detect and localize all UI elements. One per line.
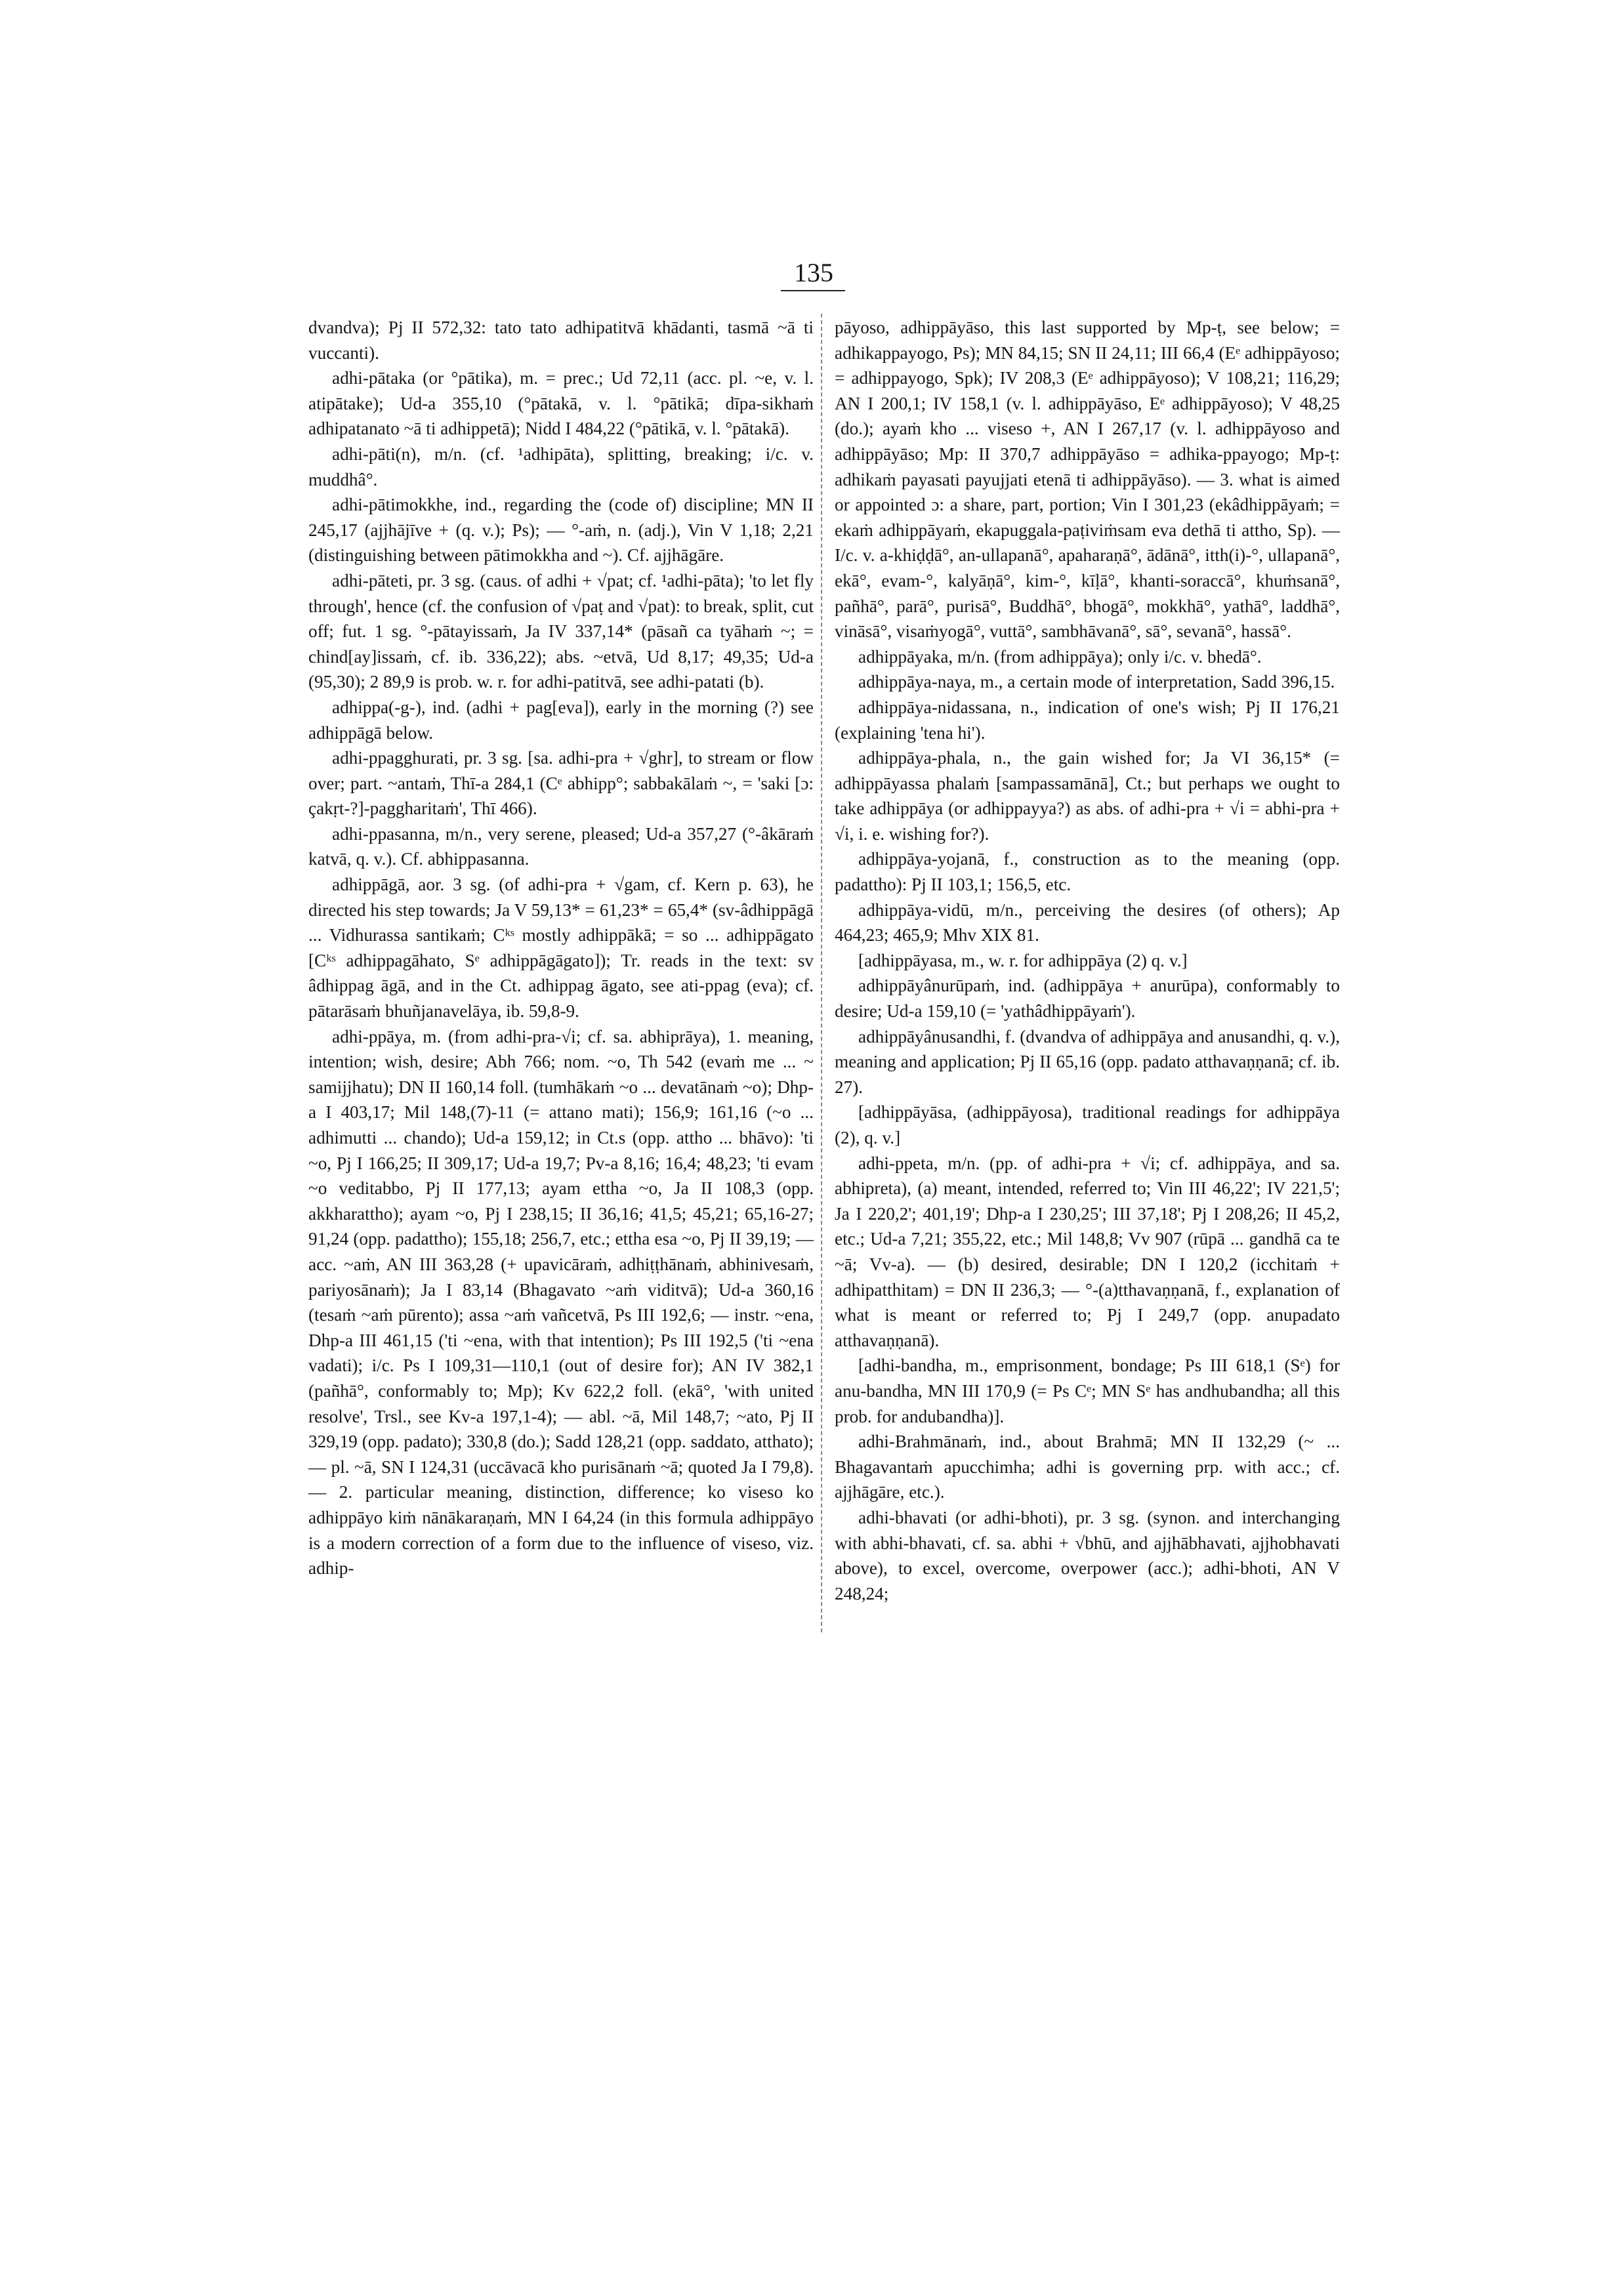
dictionary-entry: adhippāya-vidū, m/n., perceiving the desires (of others); Ap 464,23; 465,9; Mhv XIX 81. bbox=[835, 899, 1340, 945]
entry-continuation: dvandva); Pj II 572,32: tato tato adhipatitvā khādanti, tasmā ~ā ti vuccanti). bbox=[308, 318, 814, 363]
dictionary-entry: adhippāya-naya, m., a certain mode of interpretation, Sadd 396,15. bbox=[858, 672, 1335, 692]
dictionary-entry: adhippa(-g-), ind. (adhi + pag[eva]), early in the morning (?) see adhippāgā below. bbox=[308, 697, 814, 743]
dictionary-entry: adhippāyânurūpaṁ, ind. (adhippāya + anurūpa), conformably to desire; Ud-a 159,10 (= 'yathâdhippāyaṁ'). bbox=[835, 976, 1340, 1022]
dictionary-entry: adhippāyaka, m/n. (from adhippāya); only i/c. v. bhedā°. bbox=[858, 646, 1262, 667]
dictionary-entry: adhi-ppagghurati, pr. 3 sg. [sa. adhi-pra + √ghr], to stream or flow over; part. ~antaṁ, Thī-a 284,1 (Cᵉ abhipp°; sabbakālaṁ ~, = 'saki [ɔ: çakṛt-?]-paggharitaṁ', Thī 466). bbox=[308, 748, 814, 819]
dictionary-entry: adhi-Brahmānaṁ, ind., about Brahmā; MN II 132,29 (~ ... Bhagavantaṁ apucchimha; adhi is governing prp. with acc.; cf. ajjhāgāre, etc.). bbox=[835, 1432, 1340, 1502]
column-divider bbox=[821, 314, 822, 1632]
dictionary-entry: [adhippāyasa, m., w. r. for adhippāya (2) q. v.] bbox=[858, 950, 1188, 970]
right-column bbox=[835, 315, 1340, 1606]
entry-continuation: pāyoso, adhippāyāso, this last supported by Mp-ṭ, see below; = adhikappayogo, Ps); MN 84,15; SN II 24,11; III 66,4 (Eᵉ adhippāyoso; = adhippayogo, Spk); IV 208,3 (Eᵉ adhippāyoso); V 108,21; 116,29; AN I 200,1; IV 158,1 (v. l. adhippāyāso, Eᵉ adhippāyoso); V 48,25 (do.); ayaṁ kho ... viseso +, AN I 267,17 (v. l. adhippāyoso and adhippāyāso; Mp: II 370,7 adhippāyāso = adhika-ppayogo; Mp-ṭ: adhikaṁ payasati payujjati etenā ti adhippāyāso). — 3. what is aimed or appointed ɔ: a share, part, portion; Vin I 301,23 (ekâdhippāyaṁ; = ekaṁ adhippāyaṁ, ekapuggala-paṭiviṁsam eva dethā ti attho, Sp). — I/c. v. a-khiḍḍā°, an-ullapanā°, apaharaṇā°, ādānā°, itth(i)-°, ullapanā°, ekā°, evam-°, kalyāṇā°, kim-°, kīḷā°, khanti-soraccā°, khuṁsanā°, pañhā°, parā°, purisā°, Buddhā°, bhogā°, mokkhā°, yathā°, laddhā°, vināsā°, visaṁyogā°, vuttā°, sambhāvanā°, sā°, sevanā°, hassā°. bbox=[835, 318, 1340, 642]
dictionary-entry: [adhi-bandha, m., emprisonment, bondage; Ps III 618,1 (Sᵉ) for anu-bandha, MN III 170,9 (= Ps Cᵉ; MN Sᵉ has andhubandha; all this prob. for andubandha)]. bbox=[835, 1355, 1340, 1426]
left-column bbox=[308, 315, 814, 1581]
dictionary-entry: adhi-pātaka (or °pātika), m. = prec.; Ud 72,11 (acc. pl. ~e, v. l. atipātake); Ud-a 355,10 (°pātakā, v. l. °pātikā; dīpa-sikhaṁ adhipatanato ~ā ti adhippetā); Nidd I 484,22 (°pātikā, v. l. °pātakā). bbox=[308, 368, 814, 439]
dictionary-entry: adhippāgā, aor. 3 sg. (of adhi-pra + √gam, cf. Kern p. 63), he directed his step towards; Ja V 59,13* = 61,23* = 65,4* (sv-âdhippāgā ... Vidhurassa santikaṁ; Cᵏˢ mostly adhippākā; = so ... adhippāgato [Cᵏˢ adhippagāhato, Sᵉ adhippāgāgato]); Tr. reads in the text: sv âdhippag āgā, and in the Ct. adhippag āgato, see ati-ppag (eva); cf. pātarāsaṁ bhuñjanavelāya, ib. 59,8-9. bbox=[308, 875, 814, 1022]
dictionary-entry: adhi-ppeta, m/n. (pp. of adhi-pra + √i; cf. adhippāya, and sa. abhipreta), (a) meant, intended, referred to; Vin III 46,22'; IV 221,5'; Ja I 220,2'; 401,19'; Dhp-a I 230,25'; III 37,18'; Pj I 208,26; II 45,2, etc.; Ud-a 7,21; 355,22, etc.; Mil 148,8; Vv 907 (rūpā ... gandhā ca te ~ā; Vv-a). — (b) desired, desirable; DN I 120,2 (icchitaṁ + adhipatthitam) = DN II 236,3; — °-(a)tthavaṇṇanā, f., explanation of what is meant or referred to; Pj I 249,7 (opp. anupadato atthavaṇṇanā). bbox=[835, 1153, 1340, 1350]
page-number: 135 bbox=[794, 258, 833, 287]
dictionary-entry: adhippāya-nidassana, n., indication of one's wish; Pj II 176,21 (explaining 'tena hi'). bbox=[835, 697, 1340, 743]
dictionary-entry: adhippāya-phala, n., the gain wished for; Ja VI 36,15* (= adhippāyassa phalaṁ [sampassamānā], Ct.; but perhaps we ought to take adhippāya (or adhippayya?) as abs. of adhi-pra + √i = abhi-pra + √i, i. e. wishing for?). bbox=[835, 748, 1340, 844]
dictionary-entry: adhippāyânusandhi, f. (dvandva of adhippāya and anusandhi, q. v.), meaning and application; Pj II 65,16 (opp. padato atthavaṇṇanā; cf. ib. 27). bbox=[835, 1026, 1340, 1097]
dictionary-entry: adhi-pātimokkhe, ind., regarding the (code of) discipline; MN II 245,17 (ajjhājīve + (q. v.); Ps); — °-aṁ, n. (adj.), Vin V 1,18; 2,21 (distinguishing between pātimokkha and ~). Cf. ajjhāgāre. bbox=[308, 495, 814, 566]
dictionary-entry: adhi-pāti(n), m/n. (cf. ¹adhipāta), splitting, breaking; i/c. v. muddhâ°. bbox=[308, 444, 814, 489]
dictionary-entry: [adhippāyāsa, (adhippāyosa), traditional readings for adhippāya (2), q. v.] bbox=[835, 1102, 1340, 1148]
dictionary-entry: adhippāya-yojanā, f., construction as to the meaning (opp. padattho): Pj II 103,1; 156,5, etc. bbox=[835, 849, 1340, 895]
dictionary-entry: adhi-ppasanna, m/n., very serene, pleased; Ud-a 357,27 (°-âkāraṁ katvā, q. v.). Cf. abhippasanna. bbox=[308, 823, 814, 869]
page-number-rule bbox=[781, 290, 845, 291]
dictionary-entry: adhi-bhavati (or adhi-bhoti), pr. 3 sg. (synon. and interchanging with abhi-bhavati, cf. sa. abhi + √bhū, and ajjhābhavati, ajjhobhavati above), to excel, overcome, overpower (acc.); adhi-bhoti, AN V 248,24; bbox=[835, 1507, 1340, 1603]
dictionary-entry: adhi-ppāya, m. (from adhi-pra-√i; cf. sa. abhiprāya), 1. meaning, intention; wish, desire; Abh 766; nom. ~o, Th 542 (evaṁ me ... ~ samijjhatu); DN II 160,14 foll. (tumhākaṁ ~o ... devatānaṁ ~o); Dhp-a I 403,17; Mil 148,(7)-11 (= attano mati); 156,9; 161,16 (~o ... adhimutti ... chando); Ud-a 159,12; in Ct.s (opp. attho ... bhāvo): 'ti ~o, Pj I 166,25; II 309,17; Ud-a 19,7; Pv-a 8,16; 16,4; 48,23; 'ti evam ~o veditabbo, Pj II 177,13; ayam ettha ~o, Ja II 108,3 (opp. akkharattho); ayam ~o, Pj I 238,15; II 36,16; 41,5; 45,21; 65,16-27; 91,24 (opp. padattho); 155,18; 256,7, etc.; ettha esa ~o, Pj II 39,19; — acc. ~aṁ, AN III 363,28 (+ upavicāraṁ, adhiṭṭhānaṁ, abhinivesaṁ, pariyosānaṁ); Ja I 83,14 (Bhagavato ~aṁ viditvā); Ud-a 360,16 (tesaṁ ~aṁ pūrento); assa ~aṁ vañcetvā, Ps III 192,6; — instr. ~ena, Dhp-a III 461,15 ('ti ~ena, with that intention); Ps III 192,5 ('ti ~ena vadati); i/c. Ps I 109,31—110,1 (out of desire for); AN IV 382,1 (pañhā°, conformably to; Mp); Kv 622,2 foll. (ekā°, 'with united resolve', Trsl., see Kv-a 197,1-4); — abl. ~ā, Mil 148,7; ~ato, Pj II 329,19 (opp. padato); 330,8 (do.); Sadd 128,21 (opp. saddato, atthato); — pl. ~ā, SN I 124,31 (uccāvacā kho purisānaṁ ~ā; quoted Ja I 79,8). — 2. particular meaning, distinction, difference; ko viseso ko adhippāyo kiṁ nānākaraṇaṁ, MN I 64,24 (in this formula adhippāyo is a modern correction of a form due to the influence of viseso, viz. adhip- bbox=[308, 1026, 814, 1579]
dictionary-entry: adhi-pāteti, pr. 3 sg. (caus. of adhi + √pat; cf. ¹adhi-pāta); 'to let fly through', hence (cf. the confusion of √paṭ and √pat): to break, split, cut off; fut. 1 sg. °-pātayissaṁ, Ja IV 337,14* (pāsañ ca tyāhaṁ ~; = chind[ay]issaṁ, cf. ib. 336,22); abs. ~etvā, Ud 8,17; 49,35; Ud-a (95,30); 2 89,9 is prob. w. r. for adhi-patitvā, see adhi-patati (b). bbox=[308, 570, 814, 692]
